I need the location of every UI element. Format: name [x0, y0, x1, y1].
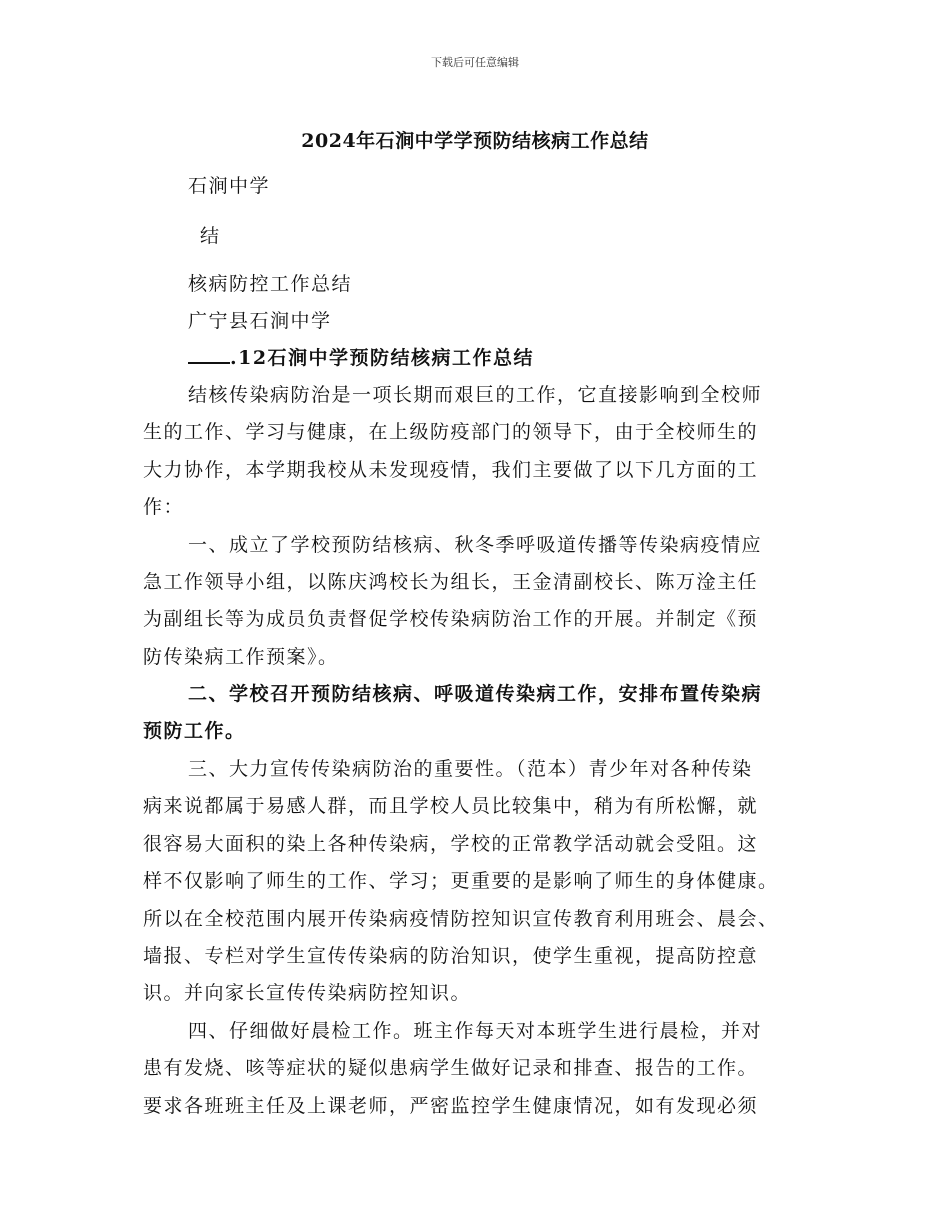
paragraph-2-line-2: 急工作领导小组，以陈庆鸿校长为组长，王金清副校长、陈万淦主任 [143, 571, 759, 593]
paragraph-1-line-4: 作： [143, 496, 185, 518]
intro-topic: 核病防控工作总结 [188, 273, 353, 295]
paragraph-1-line-3: 大力协作，本学期我校从未发现疫情，我们主要做了以下几方面的工 [143, 459, 759, 481]
paragraph-2-line-3: 为副组长等为成员负责督促学校传染病防治工作的开展。并制定《预 [143, 608, 759, 630]
page-header-note: 下载后可任意编辑 [431, 56, 519, 69]
dated-subtitle [188, 344, 534, 372]
paragraph-4-line-5: 所以在全校范围内展开传染病疫情防控知识宣传教育利用班会、晨会、 [143, 908, 779, 930]
intro-school: 石涧中学 [188, 175, 271, 197]
paragraph-3-line-1: 二、学校召开预防结核病、呼吸道传染病工作，安排布置传染病 [188, 683, 763, 705]
document-title: 2024年石涧中学学预防结核病工作总结 [301, 130, 649, 152]
paragraph-1-line-2: 生的工作、学习与健康，在上级防疫部门的领导下，由于全校师生的 [143, 421, 759, 443]
paragraph-2-line-4: 防传染病工作预案》。 [143, 646, 339, 668]
paragraph-4-line-6: 墙报、专栏对学生宣传传染病的防治知识，使学生重视，提高防控意 [143, 945, 759, 967]
paragraph-4-line-7: 识。并向家长宣传传染病防控知识。 [143, 982, 472, 1004]
intro-char: 结 [200, 225, 221, 247]
dated-subtitle-text: .12石涧中学预防结核病工作总结 [230, 347, 535, 369]
paragraph-4-line-4: 样不仅影响了师生的工作、学习；更重要的是影响了师生的身体健康。 [143, 870, 779, 892]
paragraph-2-line-1: 一、成立了学校预防结核病、秋冬季呼吸道传播等传染病疫情应 [188, 534, 763, 556]
paragraph-5-line-3: 要求各班班主任及上课老师，严密监控学生健康情况，如有发现必须 [143, 1095, 759, 1117]
paragraph-4-line-2: 病来说都属于易感人群，而且学校人员比较集中，稍为有所松懈，就 [143, 795, 759, 817]
paragraph-1-line-1: 结核传染病防治是一项长期而艰巨的工作，它直接影响到全校师 [188, 384, 763, 406]
paragraph-4-line-1: 三、大力宣传传染病防治的重要性。（范本）青少年对各种传染 [188, 758, 753, 780]
paragraph-5-line-2: 患有发烧、咳等症状的疑似患病学生做好记录和排查、报告的工作。 [143, 1057, 759, 1079]
paragraph-4-line-3: 很容易大面积的染上各种传染病，学校的正常教学活动就会受阻。这 [143, 833, 759, 855]
intro-county: 广宁县石涧中学 [188, 310, 332, 332]
blank-date-underline [188, 344, 230, 364]
paragraph-5-line-1: 四、仔细做好晨检工作。班主作每天对本班学生进行晨检，并对 [188, 1020, 763, 1042]
paragraph-3-line-2: 预防工作。 [143, 720, 246, 742]
